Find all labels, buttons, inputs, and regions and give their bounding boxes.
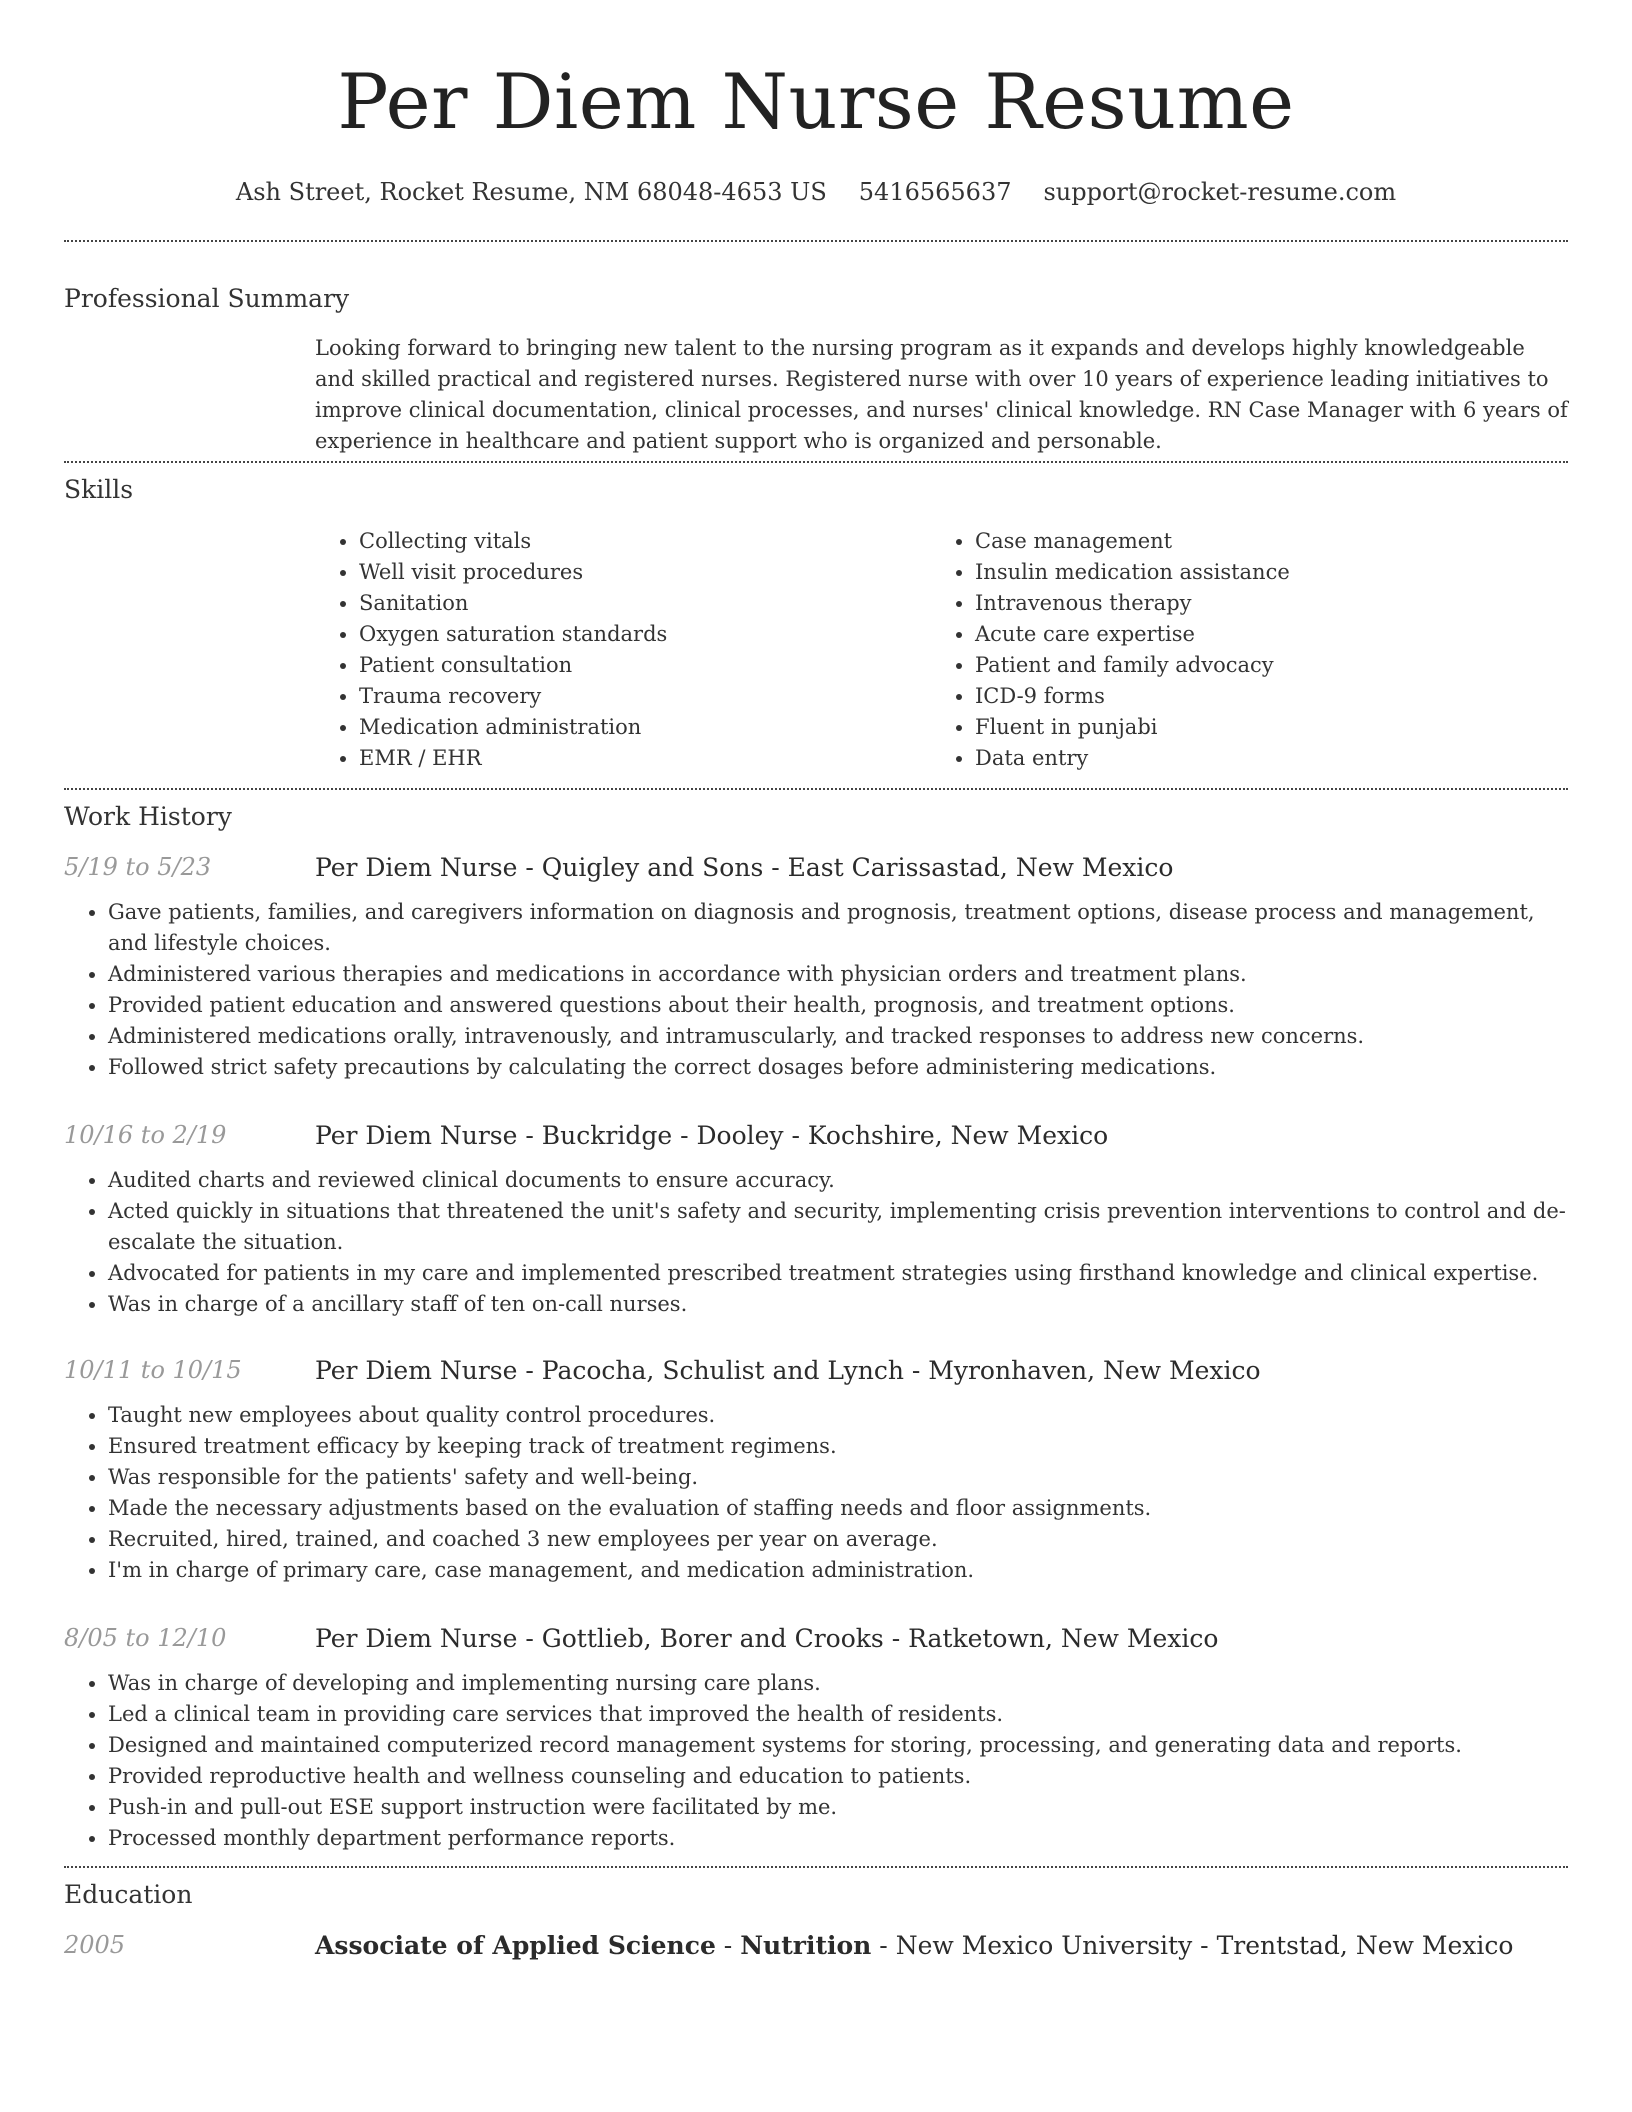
list-item: • Led a clinical team in providing care services that improved the health of residents. [108, 1699, 1568, 1730]
list-item: • Advocated for patients in my care and implemented prescribed treatment strategies using firsthand knowledge and clinical expertise. [108, 1258, 1568, 1289]
skill-item: • Well visit procedures [359, 557, 931, 588]
skill-item: • Sanitation [359, 588, 931, 619]
job-entry [64, 1356, 1568, 1385]
job-bullets [64, 1400, 1568, 1586]
skill-item: • Medication administration [359, 712, 931, 743]
section-title-skills: Skills [64, 475, 134, 504]
separator: - [871, 1931, 896, 1960]
list-item: • Push-in and pull-out ESE support instruction were facilitated by me. [108, 1792, 1568, 1823]
contact-line [64, 178, 1568, 206]
divider [64, 240, 1568, 242]
education-degree-line [315, 1931, 1513, 1960]
skills-column-right [931, 526, 1531, 774]
skill-item: • Fluent in punjabi [975, 712, 1531, 743]
skill-item: • Insulin medication assistance [975, 557, 1531, 588]
list-item: • Was responsible for the patients' safety and well-being. [108, 1462, 1568, 1493]
job-entry [64, 853, 1568, 882]
list-item: • Was in charge of developing and implementing nursing care plans. [108, 1668, 1568, 1699]
job-dates: 10/11 to 10/15 [64, 1356, 242, 1384]
school-name: New Mexico University [895, 1931, 1193, 1960]
skill-item: • Oxygen saturation standards [359, 619, 931, 650]
list-item: • Followed strict safety precautions by calculating the correct dosages before administering medications. [108, 1052, 1568, 1083]
page-title: Per Diem Nurse Resume [337, 57, 1295, 146]
job-dates: 8/05 to 12/10 [64, 1624, 227, 1652]
degree-field: Nutrition [740, 1931, 872, 1960]
degree-name: Associate of Applied Science [315, 1931, 716, 1960]
list-item: • Audited charts and reviewed clinical documents to ensure accuracy. [108, 1165, 1568, 1196]
list-item: • Recruited, hired, trained, and coached 3 new employees per year on average. [108, 1524, 1568, 1555]
separator: - [715, 1931, 741, 1960]
job-title: Per Diem Nurse - Quigley and Sons - East Carissastad, New Mexico [315, 853, 1174, 882]
list-item: • Acted quickly in situations that threatened the unit's safety and security, implementing crisis prevention interventions to control and de-escalate the situation. [108, 1196, 1568, 1258]
job-title: Per Diem Nurse - Buckridge - Dooley - Kochshire, New Mexico [315, 1121, 1109, 1150]
skill-item: • Patient and family advocacy [975, 650, 1531, 681]
skill-item: • ICD-9 forms [975, 681, 1531, 712]
skill-item: • Collecting vitals [359, 526, 931, 557]
list-item: • Administered medications orally, intravenously, and intramuscularly, and tracked responses to address new concerns. [108, 1021, 1568, 1052]
divider [64, 1866, 1568, 1868]
skill-item: • EMR / EHR [359, 743, 931, 774]
job-dates: 5/19 to 5/23 [64, 853, 212, 881]
section-title-summary: Professional Summary [64, 284, 350, 313]
skills-list [315, 526, 1568, 774]
section-title-work: Work History [64, 802, 232, 831]
list-item: • Designed and maintained computerized record management systems for storing, processing, and generating data and reports. [108, 1730, 1568, 1761]
separator: - [1192, 1931, 1217, 1960]
job-title: Per Diem Nurse - Gottlieb, Borer and Crooks - Ratketown, New Mexico [315, 1624, 1219, 1653]
education-entry [64, 1931, 1568, 1960]
skill-item: • Patient consultation [359, 650, 931, 681]
list-item: • Gave patients, families, and caregivers information on diagnosis and prognosis, treatment options, disease process and management, and lifestyle choices. [108, 897, 1568, 959]
skill-item: • Acute care expertise [975, 619, 1531, 650]
address-text: Ash Street, Rocket Resume, NM 68048-4653 US [235, 178, 827, 206]
skill-item: • Intravenous therapy [975, 588, 1531, 619]
list-item: • Provided reproductive health and wellness counseling and education to patients. [108, 1761, 1568, 1792]
divider [64, 461, 1568, 463]
resume-header [64, 56, 1568, 206]
job-entry [64, 1121, 1568, 1150]
list-item: • Ensured treatment efficacy by keeping track of treatment regimens. [108, 1431, 1568, 1462]
list-item: • Made the necessary adjustments based on the evaluation of staffing needs and floor assignments. [108, 1493, 1568, 1524]
job-bullets [64, 1668, 1568, 1854]
education-year: 2005 [64, 1931, 126, 1959]
phone-text: 5416565637 [858, 178, 1012, 206]
skill-item: • Case management [975, 526, 1531, 557]
skill-item: • Trauma recovery [359, 681, 931, 712]
list-item: • Processed monthly department performance reports. [108, 1823, 1568, 1854]
list-item: • Was in charge of a ancillary staff of ten on-call nurses. [108, 1289, 1568, 1320]
list-item: • Provided patient education and answered questions about their health, prognosis, and treatment options. [108, 990, 1568, 1021]
skill-item: • Data entry [975, 743, 1531, 774]
list-item: • Administered various therapies and medications in accordance with physician orders and treatment plans. [108, 959, 1568, 990]
job-bullets [64, 897, 1568, 1083]
divider [64, 788, 1568, 790]
job-title: Per Diem Nurse - Pacocha, Schulist and Lynch - Myronhaven, New Mexico [315, 1356, 1261, 1385]
job-dates: 10/16 to 2/19 [64, 1121, 227, 1149]
list-item: • Taught new employees about quality control procedures. [108, 1400, 1568, 1431]
job-entry [64, 1624, 1568, 1653]
section-title-education: Education [64, 1880, 193, 1909]
list-item: • I'm in charge of primary care, case management, and medication administration. [108, 1555, 1568, 1586]
summary-text: Looking forward to bringing new talent to the nursing program as it expands and develops highly knowledgeable and skilled practical and registered nurses. Registered nurse with over 10 years of experience leading initiatives to improve clinical documentation, clinical processes, and nurses' clinical knowledge. RN Case Manager with 6 years of experience in healthcare and patient support who is organized and personable. [315, 336, 1568, 453]
skills-column-left [315, 526, 931, 774]
job-bullets [64, 1165, 1568, 1320]
email-text: support@rocket-resume.com [1043, 178, 1397, 206]
school-location: Trentstad, New Mexico [1216, 1931, 1514, 1960]
